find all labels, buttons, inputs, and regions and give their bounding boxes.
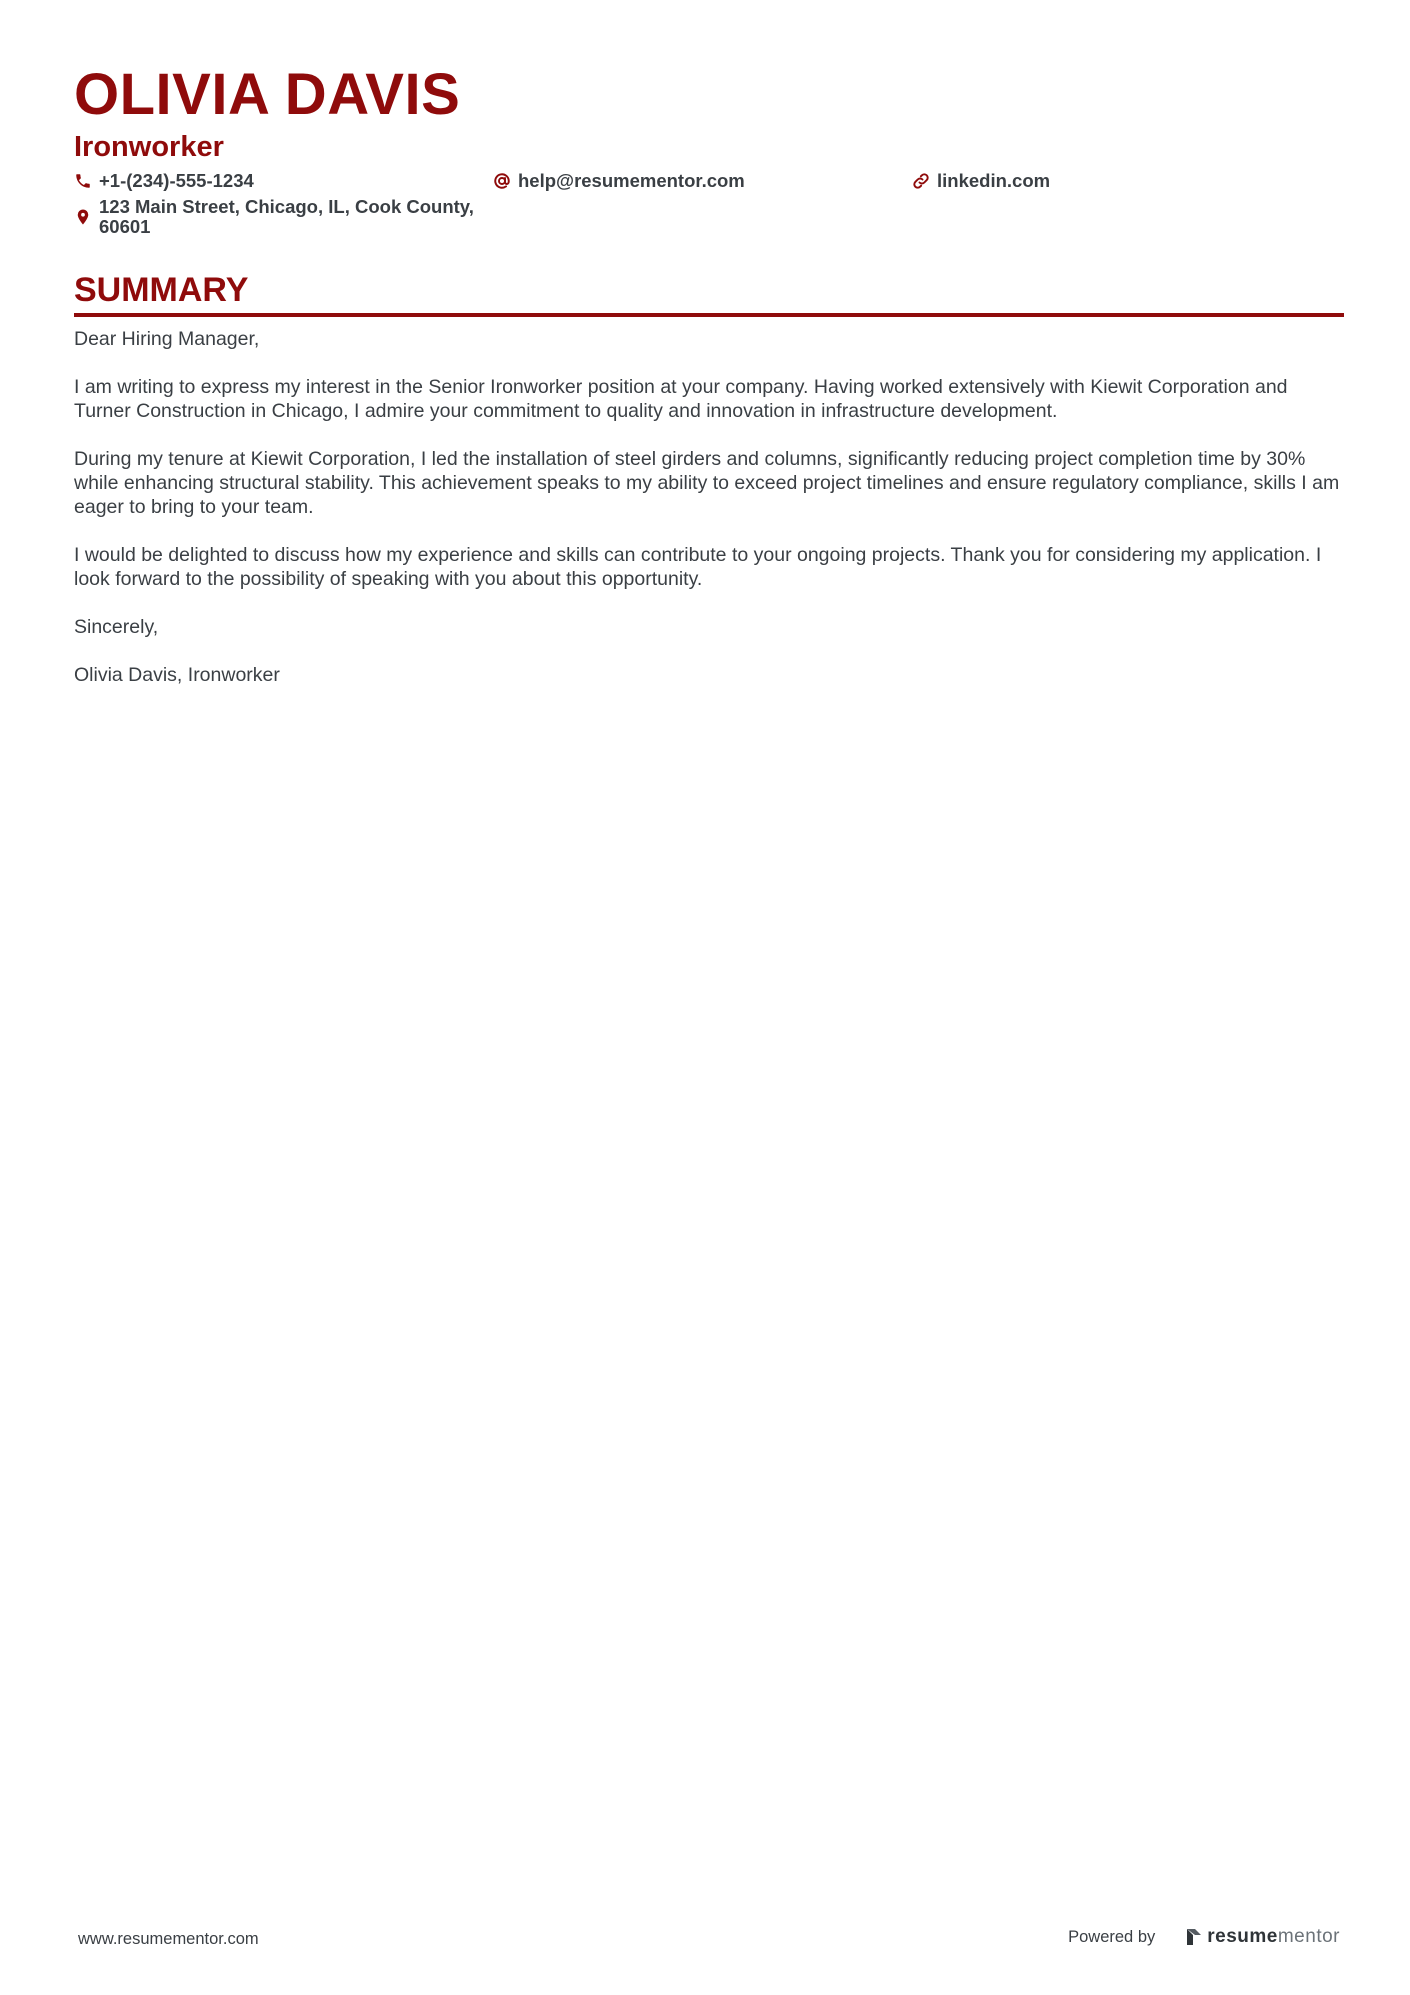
summary-section xyxy=(74,271,1344,687)
letter-paragraph: I am writing to express my interest in the Senior Ironworker position at your company. Having worked extensively with Kiewit Corporation and Turner Construction in Chicago, I admire your commitment to quality and innovation in infrastructure development. xyxy=(74,376,1288,422)
footer-website-link[interactable]: www.resumementor.com xyxy=(78,1930,259,1948)
footer-branding xyxy=(1068,1926,1340,1948)
contact-phone[interactable] xyxy=(74,171,493,191)
signature: Olivia Davis, Ironworker xyxy=(74,664,280,686)
email-text: help@resumementor.com xyxy=(518,170,745,191)
closing: Sincerely, xyxy=(74,616,159,638)
address-text: 123 Main Street, Chicago, IL, Cook County, 60601 xyxy=(99,196,474,237)
phone-text: +1-(234)-555-1234 xyxy=(99,170,254,191)
location-pin-icon xyxy=(74,208,92,226)
salutation: Dear Hiring Manager, xyxy=(74,328,260,350)
powered-by-label: Powered by xyxy=(1068,1927,1156,1946)
contact-linkedin[interactable] xyxy=(912,171,1344,191)
brand-name-part2: mentor xyxy=(1277,1926,1340,1947)
at-icon xyxy=(493,172,511,190)
letter-paragraph: I would be delighted to discuss how my experience and skills can contribute to your ongoing projects. Thank you for considering my application. I look forward to the possibility of speaking with you about this opportunity. xyxy=(74,544,1322,590)
section-divider xyxy=(74,313,1344,317)
brand-logo[interactable] xyxy=(1185,1926,1340,1948)
section-heading: SUMMARY xyxy=(74,271,249,309)
phone-icon xyxy=(74,172,92,190)
resumementor-logo-icon xyxy=(1185,1927,1203,1947)
brand-name-part1: resume xyxy=(1207,1926,1278,1947)
contact-email[interactable] xyxy=(493,171,912,191)
resume-page xyxy=(74,62,1344,711)
contact-address xyxy=(74,197,493,237)
candidate-name: OLIVIA DAVIS xyxy=(74,62,461,127)
candidate-title: Ironworker xyxy=(74,131,224,163)
linkedin-text: linkedin.com xyxy=(937,170,1051,191)
cover-letter-body xyxy=(74,327,1344,687)
link-icon xyxy=(912,172,930,190)
letter-paragraph: During my tenure at Kiewit Corporation, I led the installation of steel girders and columns, significantly reducing project completion time by 30% while enhancing structural stability. This achievement speaks to my ability to exceed project timelines and ensure regulatory compliance, skills I am eager to bring to your team. xyxy=(74,448,1340,518)
contact-list xyxy=(74,171,1344,237)
